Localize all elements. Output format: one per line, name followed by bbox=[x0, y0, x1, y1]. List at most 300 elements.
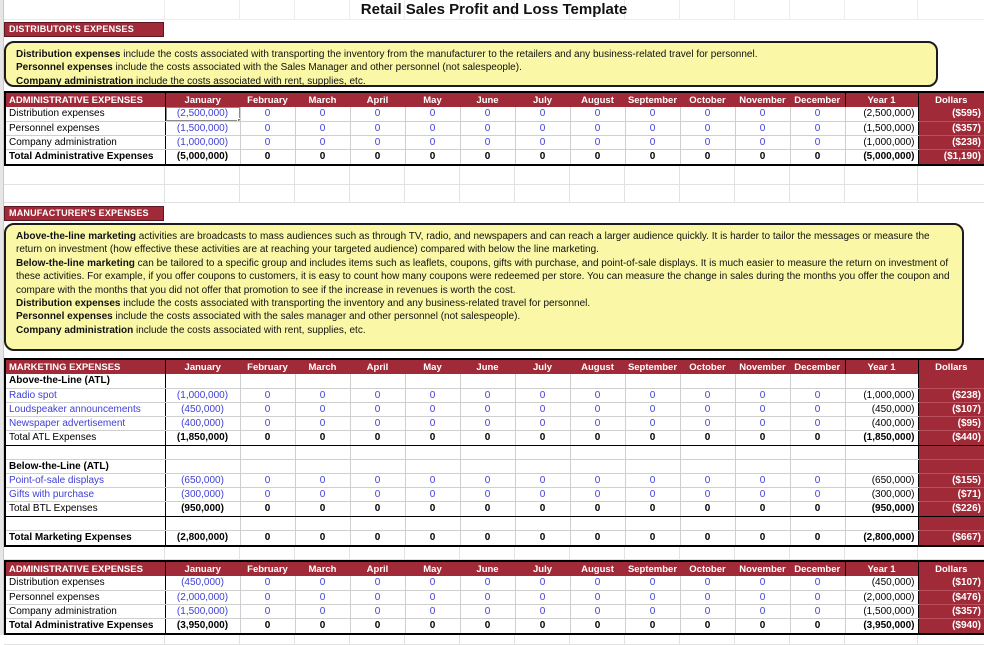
month-value-cell[interactable]: 0 bbox=[515, 576, 570, 590]
month-value-cell[interactable]: 0 bbox=[735, 430, 790, 445]
month-column-header[interactable]: June bbox=[460, 92, 515, 107]
month-value-cell[interactable]: 0 bbox=[735, 530, 790, 546]
month-value-cell[interactable]: (450,000) bbox=[165, 576, 240, 590]
month-value-cell[interactable]: 0 bbox=[735, 107, 790, 121]
month-column-header[interactable]: May bbox=[405, 359, 460, 374]
month-value-cell[interactable]: 0 bbox=[570, 149, 625, 165]
month-value-cell[interactable]: 0 bbox=[680, 388, 735, 402]
row-label-cell[interactable]: Total ATL Expenses bbox=[5, 430, 165, 445]
month-value-cell[interactable]: (650,000) bbox=[165, 473, 240, 487]
month-value-cell[interactable]: 0 bbox=[460, 388, 515, 402]
month-value-cell[interactable]: 0 bbox=[295, 149, 350, 165]
month-value-cell[interactable]: 0 bbox=[460, 402, 515, 416]
empty-cell[interactable] bbox=[164, 547, 239, 559]
empty-cell[interactable] bbox=[569, 635, 624, 644]
year1-column-header[interactable]: Year 1 bbox=[845, 92, 918, 107]
month-value-cell[interactable]: 0 bbox=[240, 388, 295, 402]
month-column-header[interactable]: October bbox=[680, 561, 735, 576]
row-label-cell[interactable]: Personnel expenses bbox=[5, 121, 165, 135]
year1-value-cell[interactable] bbox=[845, 445, 918, 459]
empty-cell[interactable] bbox=[734, 635, 789, 644]
month-value-cell[interactable]: 0 bbox=[295, 604, 350, 618]
month-value-cell[interactable] bbox=[735, 459, 790, 473]
empty-cell[interactable] bbox=[679, 547, 734, 559]
month-value-cell[interactable]: 0 bbox=[405, 430, 460, 445]
month-value-cell[interactable]: 0 bbox=[680, 501, 735, 516]
dollars-value-cell[interactable]: ($107) bbox=[918, 576, 984, 590]
dollars-column-header[interactable]: Dollars bbox=[918, 92, 984, 107]
month-value-cell[interactable]: 0 bbox=[295, 388, 350, 402]
month-value-cell[interactable]: 0 bbox=[515, 530, 570, 546]
empty-cell[interactable] bbox=[734, 166, 789, 184]
empty-cell[interactable] bbox=[514, 166, 569, 184]
month-value-cell[interactable]: 0 bbox=[515, 473, 570, 487]
month-value-cell[interactable]: 0 bbox=[240, 501, 295, 516]
month-column-header[interactable]: April bbox=[350, 561, 405, 576]
dollars-value-cell[interactable]: ($71) bbox=[918, 487, 984, 501]
month-value-cell[interactable]: (2,800,000) bbox=[165, 530, 240, 546]
month-column-header[interactable]: October bbox=[680, 92, 735, 107]
month-value-cell[interactable]: 0 bbox=[570, 402, 625, 416]
month-column-header[interactable]: April bbox=[350, 92, 405, 107]
month-value-cell[interactable]: 0 bbox=[460, 473, 515, 487]
month-value-cell[interactable]: 0 bbox=[350, 388, 405, 402]
month-value-cell[interactable]: 0 bbox=[295, 430, 350, 445]
row-label-cell[interactable]: Above-the-Line (ATL) bbox=[5, 374, 165, 388]
month-value-cell[interactable]: 0 bbox=[240, 121, 295, 135]
month-value-cell[interactable]: 0 bbox=[625, 416, 680, 430]
month-value-cell[interactable]: 0 bbox=[240, 473, 295, 487]
empty-cell[interactable] bbox=[404, 635, 459, 644]
month-value-cell[interactable] bbox=[625, 459, 680, 473]
row-label-cell[interactable]: Distribution expenses bbox=[5, 107, 165, 121]
dollars-value-cell[interactable]: ($95) bbox=[918, 416, 984, 430]
month-column-header[interactable]: September bbox=[625, 561, 680, 576]
empty-cell[interactable] bbox=[349, 547, 404, 559]
month-value-cell[interactable] bbox=[165, 374, 240, 388]
empty-cell[interactable] bbox=[349, 635, 404, 644]
dollars-value-cell[interactable]: ($667) bbox=[918, 530, 984, 546]
month-value-cell[interactable] bbox=[680, 516, 735, 530]
month-value-cell[interactable]: (1,000,000) bbox=[165, 135, 240, 149]
month-value-cell[interactable]: (2,500,000) bbox=[165, 107, 240, 121]
month-value-cell[interactable]: (400,000) bbox=[165, 416, 240, 430]
month-value-cell[interactable]: 0 bbox=[735, 473, 790, 487]
month-value-cell[interactable] bbox=[295, 445, 350, 459]
month-value-cell[interactable] bbox=[240, 516, 295, 530]
empty-cell[interactable] bbox=[569, 184, 624, 202]
month-value-cell[interactable]: 0 bbox=[625, 430, 680, 445]
month-value-cell[interactable] bbox=[515, 374, 570, 388]
month-column-header[interactable]: August bbox=[570, 359, 625, 374]
month-value-cell[interactable]: 0 bbox=[460, 590, 515, 604]
month-value-cell[interactable]: 0 bbox=[625, 388, 680, 402]
year1-value-cell[interactable]: (300,000) bbox=[845, 487, 918, 501]
month-value-cell[interactable]: 0 bbox=[790, 530, 845, 546]
month-value-cell[interactable]: 0 bbox=[240, 530, 295, 546]
month-value-cell[interactable]: 0 bbox=[405, 388, 460, 402]
month-column-header[interactable]: February bbox=[240, 359, 295, 374]
month-value-cell[interactable]: 0 bbox=[460, 135, 515, 149]
table-title-cell[interactable]: ADMINISTRATIVE EXPENSES bbox=[5, 92, 165, 107]
month-value-cell[interactable] bbox=[625, 374, 680, 388]
month-column-header[interactable]: July bbox=[515, 561, 570, 576]
month-value-cell[interactable]: 0 bbox=[680, 487, 735, 501]
month-value-cell[interactable]: (450,000) bbox=[165, 402, 240, 416]
year1-value-cell[interactable]: (450,000) bbox=[845, 402, 918, 416]
month-column-header[interactable]: January bbox=[165, 359, 240, 374]
month-column-header[interactable]: July bbox=[515, 92, 570, 107]
month-column-header[interactable]: August bbox=[570, 561, 625, 576]
month-value-cell[interactable] bbox=[460, 459, 515, 473]
month-value-cell[interactable]: 0 bbox=[570, 388, 625, 402]
row-label-cell[interactable]: Personnel expenses bbox=[5, 590, 165, 604]
empty-cell[interactable] bbox=[569, 547, 624, 559]
dollars-value-cell[interactable]: ($595) bbox=[918, 107, 984, 121]
month-value-cell[interactable]: (1,850,000) bbox=[165, 430, 240, 445]
dollars-value-cell[interactable] bbox=[918, 445, 984, 459]
month-value-cell[interactable]: (950,000) bbox=[165, 501, 240, 516]
month-value-cell[interactable]: 0 bbox=[350, 618, 405, 634]
empty-cell[interactable] bbox=[624, 166, 679, 184]
month-value-cell[interactable]: 0 bbox=[625, 107, 680, 121]
month-value-cell[interactable]: 0 bbox=[735, 121, 790, 135]
month-value-cell[interactable]: 0 bbox=[515, 402, 570, 416]
year1-value-cell[interactable]: (650,000) bbox=[845, 473, 918, 487]
row-label-cell[interactable]: Radio spot bbox=[5, 388, 165, 402]
month-value-cell[interactable]: 0 bbox=[625, 402, 680, 416]
month-value-cell[interactable]: 0 bbox=[350, 430, 405, 445]
month-value-cell[interactable]: 0 bbox=[460, 604, 515, 618]
month-value-cell[interactable]: (300,000) bbox=[165, 487, 240, 501]
month-value-cell[interactable] bbox=[625, 516, 680, 530]
month-value-cell[interactable]: 0 bbox=[735, 590, 790, 604]
empty-cell[interactable] bbox=[4, 184, 164, 202]
month-value-cell[interactable]: 0 bbox=[790, 590, 845, 604]
month-value-cell[interactable]: 0 bbox=[680, 473, 735, 487]
empty-cell[interactable] bbox=[459, 635, 514, 644]
month-value-cell[interactable]: 0 bbox=[240, 618, 295, 634]
row-label-cell[interactable]: Total Administrative Expenses bbox=[5, 149, 165, 165]
month-column-header[interactable]: May bbox=[405, 92, 460, 107]
month-value-cell[interactable]: 0 bbox=[405, 149, 460, 165]
month-value-cell[interactable]: 0 bbox=[240, 149, 295, 165]
dollars-value-cell[interactable]: ($940) bbox=[918, 618, 984, 634]
month-value-cell[interactable]: 0 bbox=[570, 107, 625, 121]
month-value-cell[interactable]: 0 bbox=[625, 473, 680, 487]
month-value-cell[interactable]: 0 bbox=[515, 487, 570, 501]
month-value-cell[interactable] bbox=[165, 445, 240, 459]
empty-cell[interactable] bbox=[164, 635, 239, 644]
month-value-cell[interactable]: 0 bbox=[735, 487, 790, 501]
month-value-cell[interactable]: 0 bbox=[680, 135, 735, 149]
month-value-cell[interactable]: 0 bbox=[625, 149, 680, 165]
month-value-cell[interactable]: 0 bbox=[625, 121, 680, 135]
month-value-cell[interactable]: 0 bbox=[790, 604, 845, 618]
month-value-cell[interactable] bbox=[735, 445, 790, 459]
dollars-value-cell[interactable]: ($357) bbox=[918, 121, 984, 135]
empty-cell[interactable] bbox=[569, 166, 624, 184]
month-value-cell[interactable] bbox=[350, 445, 405, 459]
empty-cell[interactable] bbox=[349, 166, 404, 184]
month-value-cell[interactable]: 0 bbox=[515, 121, 570, 135]
month-value-cell[interactable]: 0 bbox=[405, 135, 460, 149]
month-value-cell[interactable]: 0 bbox=[405, 473, 460, 487]
month-value-cell[interactable]: 0 bbox=[735, 501, 790, 516]
month-value-cell[interactable]: 0 bbox=[240, 604, 295, 618]
month-value-cell[interactable]: 0 bbox=[405, 416, 460, 430]
dollars-value-cell[interactable]: ($476) bbox=[918, 590, 984, 604]
empty-cell[interactable] bbox=[844, 547, 917, 559]
month-value-cell[interactable]: 0 bbox=[460, 487, 515, 501]
year1-value-cell[interactable]: (1,850,000) bbox=[845, 430, 918, 445]
month-column-header[interactable]: February bbox=[240, 92, 295, 107]
month-value-cell[interactable]: 0 bbox=[460, 149, 515, 165]
year1-value-cell[interactable]: (450,000) bbox=[845, 576, 918, 590]
month-value-cell[interactable]: 0 bbox=[570, 604, 625, 618]
month-value-cell[interactable]: 0 bbox=[680, 121, 735, 135]
month-value-cell[interactable] bbox=[570, 516, 625, 530]
row-label-cell[interactable]: Total BTL Expenses bbox=[5, 501, 165, 516]
month-value-cell[interactable]: 0 bbox=[350, 473, 405, 487]
month-value-cell[interactable]: 0 bbox=[735, 135, 790, 149]
month-column-header[interactable]: March bbox=[295, 92, 350, 107]
month-value-cell[interactable]: 0 bbox=[460, 416, 515, 430]
month-value-cell[interactable]: 0 bbox=[735, 402, 790, 416]
empty-cell[interactable] bbox=[4, 166, 164, 184]
dollars-value-cell[interactable] bbox=[918, 374, 984, 388]
month-column-header[interactable]: August bbox=[570, 92, 625, 107]
month-value-cell[interactable]: 0 bbox=[460, 107, 515, 121]
month-value-cell[interactable] bbox=[515, 516, 570, 530]
table-title-cell[interactable]: ADMINISTRATIVE EXPENSES bbox=[5, 561, 165, 576]
month-value-cell[interactable]: 0 bbox=[680, 416, 735, 430]
year1-value-cell[interactable] bbox=[845, 459, 918, 473]
month-value-cell[interactable]: 0 bbox=[570, 416, 625, 430]
empty-cell[interactable] bbox=[404, 547, 459, 559]
month-column-header[interactable]: January bbox=[165, 92, 240, 107]
row-label-cell[interactable]: Total Marketing Expenses bbox=[5, 530, 165, 546]
month-value-cell[interactable]: 0 bbox=[405, 590, 460, 604]
year1-value-cell[interactable]: (400,000) bbox=[845, 416, 918, 430]
row-label-cell[interactable]: Point-of-sale displays bbox=[5, 473, 165, 487]
row-label-cell[interactable]: Gifts with purchase bbox=[5, 487, 165, 501]
month-value-cell[interactable] bbox=[680, 459, 735, 473]
month-value-cell[interactable]: 0 bbox=[350, 121, 405, 135]
year1-value-cell[interactable] bbox=[845, 516, 918, 530]
month-value-cell[interactable]: 0 bbox=[295, 402, 350, 416]
month-value-cell[interactable]: 0 bbox=[790, 473, 845, 487]
month-value-cell[interactable]: 0 bbox=[460, 530, 515, 546]
month-value-cell[interactable]: 0 bbox=[625, 604, 680, 618]
month-value-cell[interactable]: 0 bbox=[460, 576, 515, 590]
year1-value-cell[interactable]: (2,800,000) bbox=[845, 530, 918, 546]
month-value-cell[interactable] bbox=[570, 459, 625, 473]
empty-cell[interactable] bbox=[624, 547, 679, 559]
month-value-cell[interactable] bbox=[680, 445, 735, 459]
month-value-cell[interactable] bbox=[165, 516, 240, 530]
month-value-cell[interactable]: (3,950,000) bbox=[165, 618, 240, 634]
month-value-cell[interactable]: 0 bbox=[295, 576, 350, 590]
year1-column-header[interactable]: Year 1 bbox=[845, 561, 918, 576]
month-value-cell[interactable] bbox=[405, 374, 460, 388]
year1-value-cell[interactable] bbox=[845, 374, 918, 388]
month-value-cell[interactable]: 0 bbox=[625, 501, 680, 516]
month-value-cell[interactable]: 0 bbox=[680, 149, 735, 165]
month-value-cell[interactable]: 0 bbox=[515, 149, 570, 165]
month-value-cell[interactable]: 0 bbox=[735, 416, 790, 430]
month-value-cell[interactable]: 0 bbox=[240, 135, 295, 149]
dollars-value-cell[interactable] bbox=[918, 516, 984, 530]
month-value-cell[interactable]: 0 bbox=[460, 501, 515, 516]
month-value-cell[interactable] bbox=[790, 516, 845, 530]
month-column-header[interactable]: November bbox=[735, 92, 790, 107]
month-value-cell[interactable] bbox=[295, 459, 350, 473]
month-column-header[interactable]: February bbox=[240, 561, 295, 576]
month-value-cell[interactable]: 0 bbox=[240, 402, 295, 416]
month-column-header[interactable]: November bbox=[735, 561, 790, 576]
month-value-cell[interactable]: 0 bbox=[570, 530, 625, 546]
month-value-cell[interactable]: 0 bbox=[240, 487, 295, 501]
month-value-cell[interactable]: 0 bbox=[625, 135, 680, 149]
month-value-cell[interactable]: 0 bbox=[350, 501, 405, 516]
month-value-cell[interactable]: 0 bbox=[790, 501, 845, 516]
year1-value-cell[interactable]: (1,000,000) bbox=[845, 135, 918, 149]
month-value-cell[interactable]: 0 bbox=[295, 618, 350, 634]
empty-cell[interactable] bbox=[917, 166, 984, 184]
month-value-cell[interactable] bbox=[515, 445, 570, 459]
month-value-cell[interactable] bbox=[735, 374, 790, 388]
month-value-cell[interactable]: 0 bbox=[735, 604, 790, 618]
dollars-column-header[interactable]: Dollars bbox=[918, 561, 984, 576]
year1-value-cell[interactable]: (5,000,000) bbox=[845, 149, 918, 165]
month-value-cell[interactable] bbox=[405, 445, 460, 459]
empty-cell[interactable] bbox=[514, 635, 569, 644]
empty-cell[interactable] bbox=[679, 166, 734, 184]
month-value-cell[interactable]: 0 bbox=[515, 618, 570, 634]
month-column-header[interactable]: October bbox=[680, 359, 735, 374]
month-value-cell[interactable]: 0 bbox=[680, 604, 735, 618]
month-value-cell[interactable]: 0 bbox=[295, 416, 350, 430]
month-value-cell[interactable]: 0 bbox=[350, 576, 405, 590]
month-value-cell[interactable]: 0 bbox=[515, 501, 570, 516]
month-value-cell[interactable]: 0 bbox=[680, 107, 735, 121]
month-value-cell[interactable]: 0 bbox=[350, 530, 405, 546]
month-value-cell[interactable]: 0 bbox=[460, 618, 515, 634]
month-value-cell[interactable]: 0 bbox=[295, 530, 350, 546]
month-value-cell[interactable] bbox=[240, 459, 295, 473]
month-value-cell[interactable]: 0 bbox=[240, 416, 295, 430]
month-value-cell[interactable]: 0 bbox=[405, 618, 460, 634]
month-value-cell[interactable] bbox=[165, 459, 240, 473]
month-value-cell[interactable]: (1,500,000) bbox=[165, 121, 240, 135]
month-column-header[interactable]: January bbox=[165, 561, 240, 576]
month-value-cell[interactable] bbox=[350, 516, 405, 530]
empty-cell[interactable] bbox=[239, 635, 294, 644]
year1-value-cell[interactable]: (950,000) bbox=[845, 501, 918, 516]
month-value-cell[interactable]: 0 bbox=[295, 135, 350, 149]
month-column-header[interactable]: March bbox=[295, 359, 350, 374]
month-column-header[interactable]: June bbox=[460, 561, 515, 576]
month-value-cell[interactable]: 0 bbox=[350, 402, 405, 416]
year1-value-cell[interactable]: (1,000,000) bbox=[845, 388, 918, 402]
month-value-cell[interactable]: 0 bbox=[680, 430, 735, 445]
month-value-cell[interactable]: 0 bbox=[625, 590, 680, 604]
empty-cell[interactable] bbox=[734, 184, 789, 202]
month-value-cell[interactable]: 0 bbox=[625, 530, 680, 546]
month-value-cell[interactable]: 0 bbox=[405, 530, 460, 546]
empty-cell[interactable] bbox=[239, 166, 294, 184]
month-value-cell[interactable]: 0 bbox=[515, 416, 570, 430]
month-column-header[interactable]: June bbox=[460, 359, 515, 374]
empty-cell[interactable] bbox=[349, 184, 404, 202]
month-value-cell[interactable]: 0 bbox=[405, 121, 460, 135]
row-label-cell[interactable] bbox=[5, 516, 165, 530]
empty-cell[interactable] bbox=[734, 547, 789, 559]
month-value-cell[interactable]: 0 bbox=[790, 618, 845, 634]
month-value-cell[interactable]: (1,500,000) bbox=[165, 604, 240, 618]
dollars-value-cell[interactable]: ($155) bbox=[918, 473, 984, 487]
month-value-cell[interactable] bbox=[790, 374, 845, 388]
empty-cell[interactable] bbox=[844, 635, 917, 644]
month-value-cell[interactable] bbox=[460, 516, 515, 530]
month-value-cell[interactable]: 0 bbox=[570, 430, 625, 445]
month-column-header[interactable]: December bbox=[790, 561, 845, 576]
month-value-cell[interactable]: 0 bbox=[515, 430, 570, 445]
month-value-cell[interactable] bbox=[295, 516, 350, 530]
year1-value-cell[interactable]: (1,500,000) bbox=[845, 604, 918, 618]
month-value-cell[interactable]: 0 bbox=[350, 135, 405, 149]
empty-cell[interactable] bbox=[789, 184, 844, 202]
row-label-cell[interactable]: Newspaper advertisement bbox=[5, 416, 165, 430]
month-column-header[interactable]: March bbox=[295, 561, 350, 576]
empty-cell[interactable] bbox=[294, 184, 349, 202]
month-column-header[interactable]: November bbox=[735, 359, 790, 374]
month-value-cell[interactable]: 0 bbox=[680, 618, 735, 634]
empty-cell[interactable] bbox=[789, 547, 844, 559]
month-value-cell[interactable]: 0 bbox=[295, 501, 350, 516]
row-label-cell[interactable]: Company administration bbox=[5, 135, 165, 149]
month-value-cell[interactable]: 0 bbox=[460, 121, 515, 135]
month-value-cell[interactable] bbox=[570, 445, 625, 459]
month-value-cell[interactable]: 0 bbox=[790, 402, 845, 416]
empty-cell[interactable] bbox=[679, 184, 734, 202]
empty-cell[interactable] bbox=[844, 166, 917, 184]
month-value-cell[interactable]: 0 bbox=[735, 388, 790, 402]
month-value-cell[interactable]: 0 bbox=[570, 121, 625, 135]
month-value-cell[interactable]: 0 bbox=[570, 487, 625, 501]
month-value-cell[interactable] bbox=[295, 374, 350, 388]
month-value-cell[interactable] bbox=[240, 374, 295, 388]
month-value-cell[interactable]: (1,000,000) bbox=[165, 388, 240, 402]
month-value-cell[interactable]: 0 bbox=[405, 604, 460, 618]
month-value-cell[interactable]: 0 bbox=[680, 590, 735, 604]
empty-cell[interactable] bbox=[239, 184, 294, 202]
empty-cell[interactable] bbox=[164, 184, 239, 202]
month-value-cell[interactable]: 0 bbox=[515, 388, 570, 402]
empty-cell[interactable] bbox=[294, 166, 349, 184]
month-value-cell[interactable] bbox=[460, 374, 515, 388]
dollars-value-cell[interactable]: ($226) bbox=[918, 501, 984, 516]
month-value-cell[interactable] bbox=[790, 445, 845, 459]
month-value-cell[interactable]: 0 bbox=[515, 590, 570, 604]
fill-handle[interactable] bbox=[238, 119, 241, 122]
month-column-header[interactable]: December bbox=[790, 359, 845, 374]
empty-cell[interactable] bbox=[459, 184, 514, 202]
month-column-header[interactable]: September bbox=[625, 92, 680, 107]
month-value-cell[interactable]: 0 bbox=[350, 107, 405, 121]
empty-cell[interactable] bbox=[917, 184, 984, 202]
